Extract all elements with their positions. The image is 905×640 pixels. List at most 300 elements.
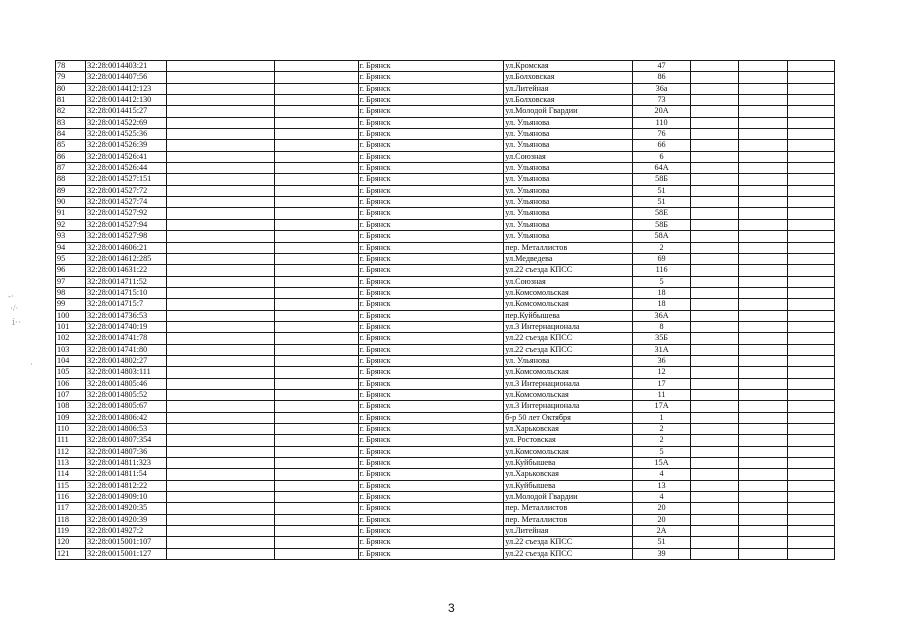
table-row <box>56 526 835 537</box>
empty-cell <box>691 333 739 344</box>
empty-cell <box>691 389 739 400</box>
empty-cell <box>691 537 739 548</box>
empty-cell <box>691 117 739 128</box>
street-cell: ул.Харьковская <box>504 424 633 435</box>
empty-cell <box>275 503 358 514</box>
empty-cell <box>739 526 787 537</box>
empty-cell <box>275 367 358 378</box>
empty-cell <box>787 276 834 287</box>
row-number-cell: 82 <box>56 106 86 117</box>
empty-cell <box>739 435 787 446</box>
empty-cell <box>166 287 275 298</box>
cadastral-number-cell: 32:28:0014527:151 <box>86 174 166 185</box>
empty-cell <box>166 321 275 332</box>
empty-cell <box>166 242 275 253</box>
empty-cell <box>691 287 739 298</box>
empty-cell <box>275 208 358 219</box>
street-cell: ул. Ульянова <box>504 219 633 230</box>
house-number-cell: 35Б <box>632 333 690 344</box>
empty-cell <box>739 83 787 94</box>
table-row <box>56 117 835 128</box>
empty-cell <box>739 287 787 298</box>
city-cell: г. Брянск <box>358 469 504 480</box>
table-row <box>56 129 835 140</box>
empty-cell <box>691 435 739 446</box>
city-cell: г. Брянск <box>358 299 504 310</box>
empty-cell <box>166 344 275 355</box>
house-number-cell: 20А <box>632 106 690 117</box>
empty-cell <box>739 492 787 503</box>
empty-cell <box>691 231 739 242</box>
row-number-cell: 116 <box>56 492 86 503</box>
table-row <box>56 106 835 117</box>
empty-cell <box>166 446 275 457</box>
empty-cell <box>275 333 358 344</box>
empty-cell <box>739 265 787 276</box>
city-cell: г. Брянск <box>358 140 504 151</box>
empty-cell <box>275 310 358 321</box>
empty-cell <box>166 117 275 128</box>
house-number-cell: 66 <box>632 140 690 151</box>
empty-cell <box>275 412 358 423</box>
cadastral-number-cell: 32:28:0014527:98 <box>86 231 166 242</box>
empty-cell <box>739 197 787 208</box>
cadastral-number-cell: 32:28:0014741:78 <box>86 333 166 344</box>
empty-cell <box>787 174 834 185</box>
cadastral-number-cell: 32:28:0014806:42 <box>86 412 166 423</box>
empty-cell <box>691 95 739 106</box>
empty-cell <box>787 185 834 196</box>
empty-cell <box>739 310 787 321</box>
table-row <box>56 378 835 389</box>
empty-cell <box>691 480 739 491</box>
empty-cell <box>166 253 275 264</box>
cadastral-number-cell: 32:28:0014527:94 <box>86 219 166 230</box>
cadastral-number-cell: 32:28:0014811:323 <box>86 458 166 469</box>
city-cell: г. Брянск <box>358 480 504 491</box>
empty-cell <box>166 265 275 276</box>
city-cell: г. Брянск <box>358 389 504 400</box>
empty-cell <box>166 185 275 196</box>
table-row <box>56 265 835 276</box>
street-cell: ул.3 Интернационала <box>504 321 633 332</box>
street-cell: ул.22 съезда КПСС <box>504 333 633 344</box>
empty-cell <box>691 299 739 310</box>
city-cell: г. Брянск <box>358 492 504 503</box>
empty-cell <box>166 197 275 208</box>
empty-cell <box>166 61 275 72</box>
row-number-cell: 113 <box>56 458 86 469</box>
house-number-cell: 64А <box>632 163 690 174</box>
empty-cell <box>739 253 787 264</box>
street-cell: ул. Ульянова <box>504 117 633 128</box>
empty-cell <box>691 163 739 174</box>
empty-cell <box>275 129 358 140</box>
city-cell: г. Брянск <box>358 231 504 242</box>
city-cell: г. Брянск <box>358 163 504 174</box>
empty-cell <box>166 458 275 469</box>
table-row <box>56 446 835 457</box>
empty-cell <box>787 344 834 355</box>
page-number: 3 <box>448 601 455 615</box>
empty-cell <box>691 140 739 151</box>
empty-cell <box>691 208 739 219</box>
scan-mark: ·/· <box>10 303 19 313</box>
table-row <box>56 458 835 469</box>
empty-cell <box>275 378 358 389</box>
empty-cell <box>739 208 787 219</box>
empty-cell <box>275 174 358 185</box>
city-cell: г. Брянск <box>358 276 504 287</box>
row-number-cell: 114 <box>56 469 86 480</box>
empty-cell <box>691 151 739 162</box>
cadastral-number-cell: 32:28:0014807:36 <box>86 446 166 457</box>
street-cell: б-р 50 лет Октября <box>504 412 633 423</box>
empty-cell <box>166 435 275 446</box>
table-row <box>56 492 835 503</box>
street-cell: ул.Болховская <box>504 95 633 106</box>
table-row <box>56 197 835 208</box>
empty-cell <box>275 526 358 537</box>
house-number-cell: 31А <box>632 344 690 355</box>
empty-cell <box>166 469 275 480</box>
street-cell: ул.Комсомольская <box>504 446 633 457</box>
city-cell: г. Брянск <box>358 310 504 321</box>
city-cell: г. Брянск <box>358 367 504 378</box>
row-number-cell: 107 <box>56 389 86 400</box>
house-number-cell: 39 <box>632 548 690 559</box>
row-number-cell: 104 <box>56 355 86 366</box>
street-cell: ул. Ульянова <box>504 129 633 140</box>
empty-cell <box>166 310 275 321</box>
empty-cell <box>739 61 787 72</box>
empty-cell <box>787 514 834 525</box>
row-number-cell: 106 <box>56 378 86 389</box>
empty-cell <box>166 299 275 310</box>
empty-cell <box>739 299 787 310</box>
street-cell: ул.Союзная <box>504 151 633 162</box>
empty-cell <box>739 174 787 185</box>
city-cell: г. Брянск <box>358 253 504 264</box>
empty-cell <box>166 537 275 548</box>
empty-cell <box>739 129 787 140</box>
empty-cell <box>739 480 787 491</box>
city-cell: г. Брянск <box>358 72 504 83</box>
empty-cell <box>691 378 739 389</box>
row-number-cell: 91 <box>56 208 86 219</box>
empty-cell <box>166 526 275 537</box>
street-cell: пер. Металлистов <box>504 514 633 525</box>
empty-cell <box>275 321 358 332</box>
registry-table-body <box>56 61 835 560</box>
cadastral-number-cell: 32:28:0015001:127 <box>86 548 166 559</box>
row-number-cell: 79 <box>56 72 86 83</box>
cadastral-number-cell: 32:28:0014631:22 <box>86 265 166 276</box>
street-cell: пер. Металлистов <box>504 503 633 514</box>
empty-cell <box>166 276 275 287</box>
table-row <box>56 253 835 264</box>
empty-cell <box>787 129 834 140</box>
row-number-cell: 83 <box>56 117 86 128</box>
street-cell: ул.Комсомольская <box>504 299 633 310</box>
empty-cell <box>787 140 834 151</box>
street-cell: ул.Куйбышева <box>504 458 633 469</box>
house-number-cell: 17А <box>632 401 690 412</box>
city-cell: г. Брянск <box>358 548 504 559</box>
table-row <box>56 95 835 106</box>
street-cell: ул. Ульянова <box>504 174 633 185</box>
city-cell: г. Брянск <box>358 333 504 344</box>
house-number-cell: 58А <box>632 231 690 242</box>
table-row <box>56 355 835 366</box>
empty-cell <box>691 310 739 321</box>
street-cell: ул.Харьковская <box>504 469 633 480</box>
house-number-cell: 110 <box>632 117 690 128</box>
empty-cell <box>275 537 358 548</box>
street-cell: ул. Ульянова <box>504 185 633 196</box>
row-number-cell: 112 <box>56 446 86 457</box>
city-cell: г. Брянск <box>358 537 504 548</box>
cadastral-number-cell: 32:28:0014927:2 <box>86 526 166 537</box>
table-row <box>56 514 835 525</box>
empty-cell <box>787 219 834 230</box>
empty-cell <box>787 83 834 94</box>
city-cell: г. Брянск <box>358 197 504 208</box>
table-row <box>56 61 835 72</box>
cadastral-number-cell: 32:28:0014806:53 <box>86 424 166 435</box>
empty-cell <box>691 492 739 503</box>
empty-cell <box>275 514 358 525</box>
empty-cell <box>275 389 358 400</box>
empty-cell <box>166 219 275 230</box>
table-row <box>56 401 835 412</box>
empty-cell <box>739 537 787 548</box>
empty-cell <box>787 321 834 332</box>
empty-cell <box>787 151 834 162</box>
empty-cell <box>691 458 739 469</box>
city-cell: г. Брянск <box>358 446 504 457</box>
row-number-cell: 94 <box>56 242 86 253</box>
empty-cell <box>275 185 358 196</box>
cadastral-number-cell: 32:28:0014711:52 <box>86 276 166 287</box>
empty-cell <box>787 526 834 537</box>
house-number-cell: 36 <box>632 355 690 366</box>
empty-cell <box>691 276 739 287</box>
row-number-cell: 86 <box>56 151 86 162</box>
cadastral-number-cell: 32:28:0014736:53 <box>86 310 166 321</box>
cadastral-number-cell: 32:28:0014909:10 <box>86 492 166 503</box>
empty-cell <box>166 514 275 525</box>
table-row <box>56 174 835 185</box>
house-number-cell: 2 <box>632 242 690 253</box>
cadastral-number-cell: 32:28:0014403:21 <box>86 61 166 72</box>
empty-cell <box>691 321 739 332</box>
table-row <box>56 548 835 559</box>
cadastral-number-cell: 32:28:0014415:27 <box>86 106 166 117</box>
empty-cell <box>166 208 275 219</box>
cadastral-number-cell: 32:28:0014612:285 <box>86 253 166 264</box>
empty-cell <box>166 129 275 140</box>
empty-cell <box>739 503 787 514</box>
row-number-cell: 87 <box>56 163 86 174</box>
empty-cell <box>166 151 275 162</box>
empty-cell <box>275 231 358 242</box>
empty-cell <box>691 469 739 480</box>
house-number-cell: 6 <box>632 151 690 162</box>
empty-cell <box>166 163 275 174</box>
row-number-cell: 119 <box>56 526 86 537</box>
empty-cell <box>275 480 358 491</box>
cadastral-number-cell: 32:28:0014803:111 <box>86 367 166 378</box>
empty-cell <box>275 424 358 435</box>
row-number-cell: 120 <box>56 537 86 548</box>
empty-cell <box>739 401 787 412</box>
empty-cell <box>166 106 275 117</box>
house-number-cell: 51 <box>632 185 690 196</box>
table-row <box>56 208 835 219</box>
cadastral-number-cell: 32:28:0014740:19 <box>86 321 166 332</box>
table-row <box>56 389 835 400</box>
empty-cell <box>787 469 834 480</box>
row-number-cell: 96 <box>56 265 86 276</box>
city-cell: г. Брянск <box>358 321 504 332</box>
empty-cell <box>275 219 358 230</box>
empty-cell <box>787 548 834 559</box>
street-cell: ул.22 съезда КПСС <box>504 537 633 548</box>
table-row <box>56 231 835 242</box>
table-row <box>56 242 835 253</box>
row-number-cell: 89 <box>56 185 86 196</box>
scan-mark: -· <box>8 291 14 301</box>
row-number-cell: 99 <box>56 299 86 310</box>
city-cell: г. Брянск <box>358 242 504 253</box>
empty-cell <box>739 140 787 151</box>
street-cell: ул. Ульянова <box>504 231 633 242</box>
row-number-cell: 90 <box>56 197 86 208</box>
house-number-cell: 36а <box>632 83 690 94</box>
row-number-cell: 109 <box>56 412 86 423</box>
empty-cell <box>739 412 787 423</box>
city-cell: г. Брянск <box>358 526 504 537</box>
table-row <box>56 344 835 355</box>
empty-cell <box>166 72 275 83</box>
empty-cell <box>275 355 358 366</box>
city-cell: г. Брянск <box>358 355 504 366</box>
empty-cell <box>739 242 787 253</box>
empty-cell <box>691 401 739 412</box>
cadastral-number-cell: 32:28:0014606:21 <box>86 242 166 253</box>
empty-cell <box>739 469 787 480</box>
house-number-cell: 20 <box>632 514 690 525</box>
empty-cell <box>275 140 358 151</box>
street-cell: ул.Союзная <box>504 276 633 287</box>
row-number-cell: 118 <box>56 514 86 525</box>
empty-cell <box>691 265 739 276</box>
empty-cell <box>787 401 834 412</box>
house-number-cell: 12 <box>632 367 690 378</box>
empty-cell <box>166 140 275 151</box>
empty-cell <box>691 548 739 559</box>
row-number-cell: 100 <box>56 310 86 321</box>
empty-cell <box>166 83 275 94</box>
empty-cell <box>787 231 834 242</box>
cadastral-number-cell: 32:28:0014805:67 <box>86 401 166 412</box>
empty-cell <box>691 185 739 196</box>
house-number-cell: 1 <box>632 412 690 423</box>
empty-cell <box>691 106 739 117</box>
empty-cell <box>275 299 358 310</box>
empty-cell <box>691 72 739 83</box>
empty-cell <box>275 197 358 208</box>
street-cell: ул. Ростовская <box>504 435 633 446</box>
house-number-cell: 51 <box>632 197 690 208</box>
street-cell: ул.Кромская <box>504 61 633 72</box>
house-number-cell: 15А <box>632 458 690 469</box>
street-cell: ул. Ульянова <box>504 197 633 208</box>
row-number-cell: 93 <box>56 231 86 242</box>
city-cell: г. Брянск <box>358 378 504 389</box>
empty-cell <box>691 219 739 230</box>
empty-cell <box>787 163 834 174</box>
empty-cell <box>739 72 787 83</box>
street-cell: ул.22 съезда КПСС <box>504 344 633 355</box>
empty-cell <box>691 253 739 264</box>
street-cell: ул. Ульянова <box>504 208 633 219</box>
empty-cell <box>787 503 834 514</box>
cadastral-number-cell: 32:28:0014526:39 <box>86 140 166 151</box>
street-cell: пер. Металлистов <box>504 242 633 253</box>
empty-cell <box>787 95 834 106</box>
empty-cell <box>787 458 834 469</box>
house-number-cell: 86 <box>632 72 690 83</box>
row-number-cell: 81 <box>56 95 86 106</box>
cadastral-number-cell: 32:28:0014802:27 <box>86 355 166 366</box>
empty-cell <box>275 242 358 253</box>
street-cell: ул.Молодой Гвардии <box>504 492 633 503</box>
empty-cell <box>739 378 787 389</box>
cadastral-number-cell: 32:28:0014715:10 <box>86 287 166 298</box>
empty-cell <box>691 83 739 94</box>
empty-cell <box>739 424 787 435</box>
house-number-cell: 69 <box>632 253 690 264</box>
city-cell: г. Брянск <box>358 514 504 525</box>
empty-cell <box>166 367 275 378</box>
empty-cell <box>739 367 787 378</box>
house-number-cell: 18 <box>632 287 690 298</box>
city-cell: г. Брянск <box>358 61 504 72</box>
empty-cell <box>787 333 834 344</box>
cadastral-number-cell: 32:28:0014412:130 <box>86 95 166 106</box>
city-cell: г. Брянск <box>358 185 504 196</box>
house-number-cell: 5 <box>632 276 690 287</box>
city-cell: г. Брянск <box>358 435 504 446</box>
empty-cell <box>787 446 834 457</box>
row-number-cell: 103 <box>56 344 86 355</box>
street-cell: ул.22 съезда КПСС <box>504 265 633 276</box>
row-number-cell: 92 <box>56 219 86 230</box>
table-row <box>56 219 835 230</box>
table-row <box>56 299 835 310</box>
empty-cell <box>739 151 787 162</box>
empty-cell <box>275 469 358 480</box>
city-cell: г. Брянск <box>358 106 504 117</box>
empty-cell <box>787 492 834 503</box>
empty-cell <box>166 231 275 242</box>
city-cell: г. Брянск <box>358 458 504 469</box>
row-number-cell: 85 <box>56 140 86 151</box>
empty-cell <box>787 424 834 435</box>
empty-cell <box>787 61 834 72</box>
